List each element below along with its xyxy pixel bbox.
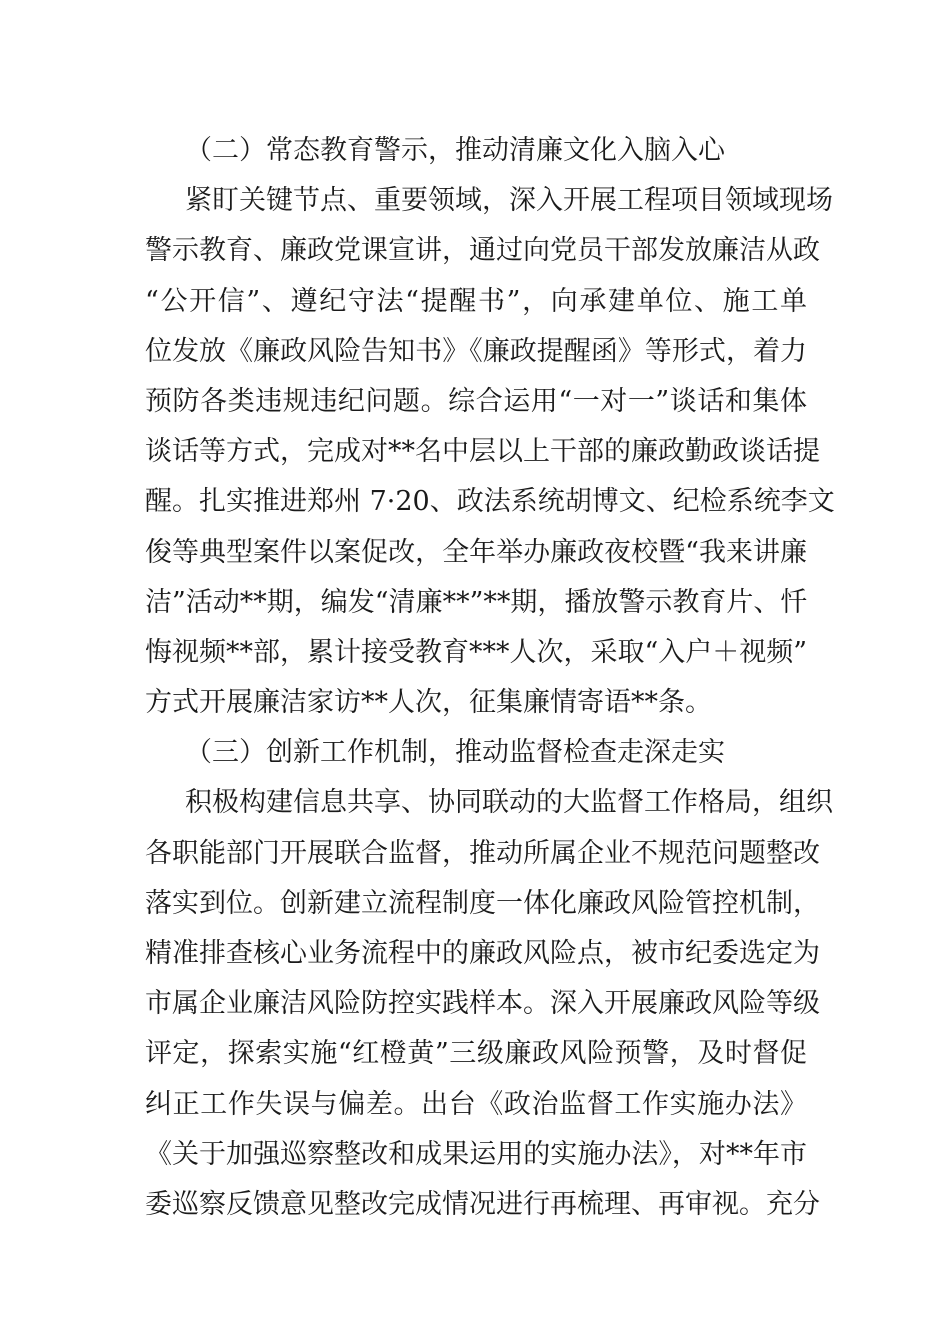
paragraph-line: 各职能部门开展联合监督，推动所属企业不规范问题整改: [145, 837, 820, 869]
paragraph-line: 预防各类违规违纪问题。综合运用“一对一”谈话和集体: [145, 385, 807, 417]
paragraph-line: 积极构建信息共享、协同联动的大监督工作格局，组织: [185, 787, 833, 819]
paragraph-line: 洁”活动**期，编发“清廉**”**期，播放警示教育片、忏: [145, 586, 808, 618]
paragraph-line: 俊等典型案件以案促改，全年举办廉政夜校暨“我来讲廉: [145, 536, 807, 568]
paragraph-line: 方式开展廉洁家访**人次，征集廉情寄语**条。: [145, 687, 712, 719]
paragraph-line: 紧盯关键节点、重要领域，深入开展工程项目领域现场: [185, 185, 833, 217]
paragraph-line: 落实到位。创新建立流程制度一体化廉政风险管控机制，: [145, 887, 820, 919]
paragraph-line: 精准排查核心业务流程中的廉政风险点，被市纪委选定为: [145, 938, 820, 969]
paragraph-line: 市属企业廉洁风险防控实践样本。深入开展廉政风险等级: [145, 988, 820, 1020]
paragraph-line: 纠正工作失误与偏差。出台《政治监督工作实施办法》: [145, 1088, 807, 1120]
document-page: [145, 126, 835, 1230]
paragraph-line: 悔视频**部，累计接受教育***人次，采取“入户＋视频”: [145, 636, 808, 668]
paragraph-line: 警示教育、廉政党课宣讲，通过向党员干部发放廉洁从政: [145, 235, 820, 267]
paragraph-line: 醒。扎实推进郑州 7·20、政法系统胡博文、纪检系统李文: [145, 486, 835, 518]
paragraph-line: 谈话等方式，完成对**名中层以上干部的廉政勤政谈话提: [145, 436, 820, 468]
paragraph-line: 评定，探索实施“红橙黄”三级廉政风险预警，及时督促: [145, 1038, 807, 1070]
paragraph-line: 《关于加强巡察整改和成果运用的实施办法》，对**年市: [145, 1138, 807, 1170]
paragraph-line: 位发放《廉政风险告知书》《廉政提醒函》等形式，着力: [145, 335, 807, 367]
paragraph-line: 委巡察反馈意见整改完成情况进行再梳理、再审视。充分: [145, 1188, 820, 1220]
section-heading-3: （三）创新工作机制，推动监督检查走深走实: [185, 737, 725, 769]
paragraph-line: “公开信”、遵纪守法“提醒书”，向承建单位、施工单: [145, 285, 807, 317]
section-heading-2: （二）常态教育警示，推动清廉文化入脑入心: [185, 135, 725, 166]
